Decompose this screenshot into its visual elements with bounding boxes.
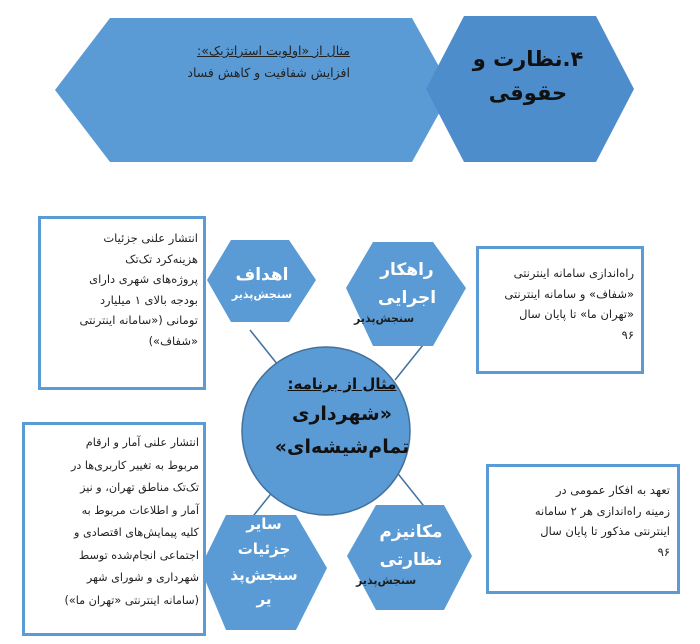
box-line: تعهد به افکار عمومی در (555, 483, 670, 497)
box-line: ۹۶ (657, 544, 670, 559)
box-line: پروژه‌های شهری دارای (89, 272, 198, 286)
other-details-hexagon-label (212, 512, 316, 610)
other-line4: یر (256, 590, 272, 608)
program-label: مثال از برنامه: (287, 375, 397, 393)
other-line3: سنجش‌پذ (230, 566, 298, 584)
box-line: کلیه پیمایش‌های اقتصادی و (74, 526, 199, 539)
pillar-title-line1: ۴.نظارت و (472, 47, 584, 71)
strategy-title1: راهکار (380, 260, 434, 280)
box-line: زمینه راه‌اندازی هر ۲ سامانه (534, 503, 670, 518)
program-title (242, 370, 442, 464)
box-line: (سامانه اینترنتی «تهران ما») (64, 593, 199, 607)
goals-box-text (48, 228, 198, 351)
other-line2: جزئیات (237, 540, 291, 558)
goals-hexagon-label (212, 262, 312, 301)
box-line: بودجه بالای ۱ میلیارد (99, 292, 198, 307)
mechanism-hexagon-label (356, 518, 466, 587)
box-line: «شفاف» و سامانه اینترنتی (504, 286, 634, 301)
box-line: اینترنتی مذکور تا پایان سال (540, 524, 670, 538)
mechanism-title2: نظارتی (379, 550, 443, 570)
strategic-example (120, 40, 350, 84)
box-line: «شفاف») (148, 333, 198, 348)
box-line: راه‌اندازی سامانه اینترنتی (513, 266, 634, 280)
box-line: ۹۶ (621, 327, 634, 342)
box-line: آمار و اطلاعات مربوط به (81, 503, 199, 517)
box-line: تومانی («سامانه اینترنتی (79, 313, 198, 327)
pillar-title (440, 42, 616, 110)
strategic-example-text: افزایش شفافیت و کاهش فساد (187, 65, 350, 80)
strategy-sub: سنجش‌پذیر (354, 312, 415, 325)
box-line: مربوط به تغییر کاربری‌ها در (70, 458, 199, 472)
strategy-box-text (484, 263, 634, 345)
box-line: انتشار علنی آمار و ارقام (85, 436, 199, 449)
program-name-line1: «شهرداری (292, 403, 392, 425)
mechanism-sub: سنجش‌پذیر (356, 574, 417, 587)
goals-sub: سنجش‌پذیر (231, 288, 293, 301)
strategy-title2: اجرایی (377, 288, 437, 308)
other-details-box-text (31, 432, 199, 612)
other-line1: سایر (246, 515, 282, 533)
program-name-line2: تمام‌شیشه‌ای» (274, 436, 410, 458)
mechanism-box-text (494, 480, 670, 562)
box-line: شهرداری و شورای شهر (86, 571, 199, 584)
strategy-hexagon-label (354, 256, 460, 325)
strategic-example-label: مثال از «اولویت استراتژیک»: (197, 43, 350, 58)
box-line: اجتماعی انجام‌شده توسط (78, 548, 199, 562)
box-line: تک‌تک مناطق تهران، و نیز (80, 481, 199, 494)
box-line: هزینه‌کرد تک‌تک (125, 251, 198, 266)
mechanism-title1: مکانیزم (379, 522, 443, 542)
pillar-title-line2: حقوقی (488, 81, 568, 105)
box-line: «تهران ما» تا پایان سال (519, 307, 634, 321)
box-line: انتشار علنی جزئیات (103, 231, 198, 245)
goals-title: اهداف (235, 265, 289, 285)
